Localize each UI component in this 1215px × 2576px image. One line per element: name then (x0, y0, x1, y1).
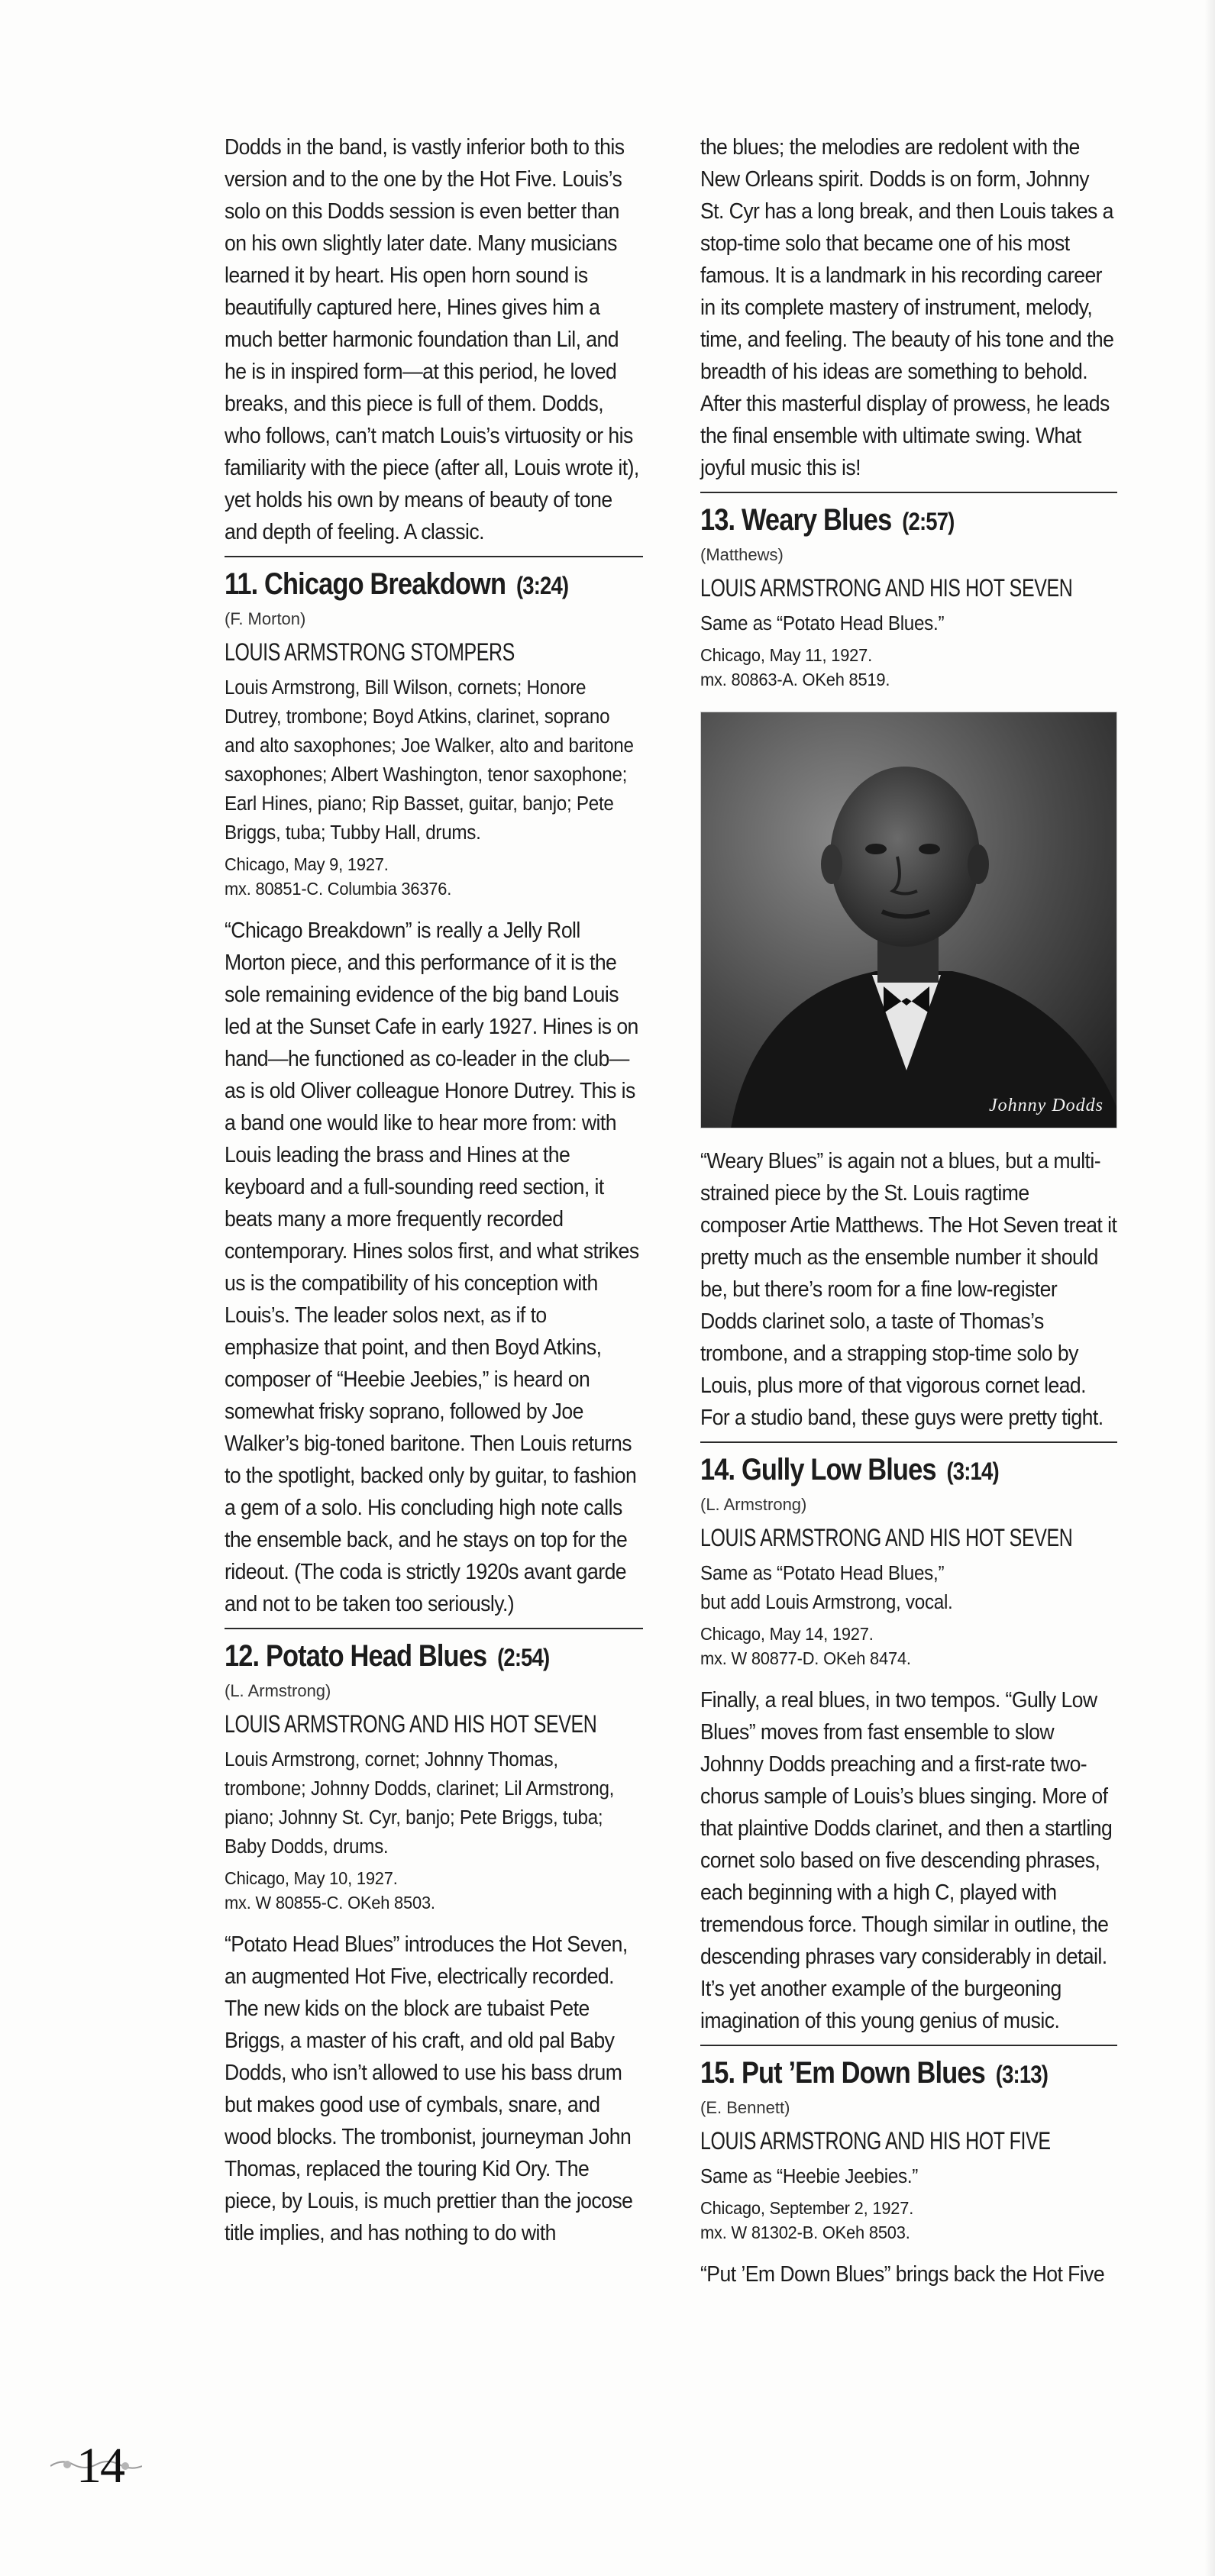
divider-rule (225, 556, 643, 557)
track-duration: (3:14) (946, 1457, 999, 1485)
band-name: LOUIS ARMSTRONG AND HIS HOT SEVEN (700, 1524, 1073, 1551)
track-notes: Finally, a real blues, in two tempos. “Gully Low Blues” moves from fast ensemble to slow Johnny Dodds preaching and a first-rate two-chorus sample of Louis’s blues singing. More of that plaintive Dodds clarinet, and then a startling cornet solo based on five descending phrases, each beginning with a high C, played with tremendous force. Though similar in outline, the descending phrases vary considerably in detail. It’s yet another example of the burgeoning imagination of this young genius of music. (700, 1688, 1113, 2033)
divider-rule (700, 1441, 1117, 1443)
session-info (225, 1866, 622, 1915)
track-title: 15. Put ’Em Down Blues (700, 2056, 985, 2090)
track-notes: “Weary Blues” is again not a blues, but a multi-strained piece by the St. Louis ragtime composer Artie Matthews. The Hot Seven treat it pretty much as the ensemble number it should be, but there’s room for a fine low-register Dodds clarinet solo, a taste of Thomas’s trombone, and a strapping stop-time solo by Louis, plus more of that vigorous cornet lead. For a studio band, these guys were pretty tight. (700, 1149, 1117, 1430)
track-14-heading (700, 1451, 1059, 1490)
page-edge-shadow (1204, 0, 1215, 2576)
track-composer: (L. Armstrong) (225, 1681, 331, 1700)
portrait-photo (700, 712, 1117, 1128)
band-name: LOUIS ARMSTRONG STOMPERS (225, 638, 515, 666)
personnel: Louis Armstrong, cornet; Johnny Thomas, trombone; Johnny Dodds, clarinet; Lil Armstrong, piano; Johnny St. Cyr, banjo; Pete Briggs, tuba; Baby Dodds, drums. (225, 1749, 615, 1858)
band-name: LOUIS ARMSTRONG AND HIS HOT FIVE (700, 2127, 1051, 2155)
track-notes: “Chicago Breakdown” is really a Jelly Roll Morton piece, and this performance of it is the sole remaining evidence of the big band Louis led at the Sunset Cafe in early 1927. Hines is on hand—he functioned as co-leader in the club—as is old Oliver colleague Honore Dutrey. This is a band one would like to hear more from: with Louis leading the brass and Hines at the keyboard and a full-sounding reed section, it beats many a more frequently recorded contemporary. Hines solos first, and what strikes us is the compatibility of his conception with Louis’s. The leader solos next, as if to emphasize that point, and then Boyd Atkins, composer of “Heebie Jeebies,” is heard on somewhat frisky soprano, followed by Joe Walker’s big-toned baritone. Then Louis returns to the spotlight, backed only by guitar, to fashion a gem of a solo. His concluding high note calls the ensemble back, and he stays on top for the rideout. (The coda is strictly 1920s avant garde and not to be taken too seriously.) (225, 918, 639, 1616)
page-number: 14 (76, 2438, 124, 2494)
session-info (700, 2196, 1097, 2245)
track-duration: (2:54) (497, 1644, 550, 1671)
session-info (700, 1622, 1097, 1671)
session-date: Chicago, September 2, 1927. (700, 2198, 914, 2218)
track-composer: (F. Morton) (225, 609, 306, 628)
track-duration: (3:24) (515, 572, 569, 599)
personnel-line: Same as “Potato Head Blues,” (700, 1563, 945, 1584)
track-notes: “Put ’Em Down Blues” brings back the Hot Five (700, 2262, 1105, 2287)
band-name: LOUIS ARMSTRONG AND HIS HOT SEVEN (700, 574, 1073, 602)
personnel-line: but add Louis Armstrong, vocal. (700, 1592, 953, 1613)
session-info (700, 643, 1097, 692)
personnel: Louis Armstrong, Bill Wilson, cornets; Honore Dutrey, trombone; Boyd Atkins, clarinet, soprano and alto saxophones; Joe Walker, alto and baritone saxophones; Albert Washington, tenor saxophone; Earl Hines, piano; Rip Basset, guitar, banjo; Pete Briggs, tuba; Tubby Hall, drums. (225, 677, 634, 844)
personnel: Same as “Heebie Jeebies.” (700, 2166, 919, 2187)
portrait-image (700, 712, 1117, 1128)
session-info (225, 852, 622, 901)
track-composer: (E. Bennett) (700, 2098, 790, 2117)
track-notes: “Potato Head Blues” introduces the Hot Seven, an augmented Hot Five, electrically recorded. The new kids on the block are tubaist Pete Briggs, a master of his craft, and old pal Baby Dodds, who isn’t allowed to use his bass drum but makes good use of cymbals, snare, and wood blocks. The trombonist, journeyman John Thomas, replaced the touring Kid Ory. The piece, by Louis, is much prettier than the jocose title implies, and has nothing to do with (225, 1932, 633, 2245)
intro-paragraph: Dodds in the band, is vastly inferior both to this version and to the one by the Hot Five. Louis’s solo on this Dodds session is even better than on his own slightly later date. Many musicians learned it by heart. His open horn sound is beautifully captured here, Hines gives him a much better harmonic foundation than Lil, and he is in inspired form—at this period, he loved breaks, and this piece is full of them. Dodds, who follows, can’t match Louis’s virtuosity or his familiarity with the piece (after all, Louis wrote it), yet holds his own by means of beauty of tone and depth of feeling. A classic. (225, 135, 639, 544)
left-column (225, 131, 643, 2249)
matrix-number: mx. W 81302-B. OKeh 8503. (700, 2223, 910, 2242)
continuation-paragraph: the blues; the melodies are redolent with the New Orleans spirit. Dodds is on form, Johnny St. Cyr has a long break, and then Louis takes a stop-time solo that became one of his most famous. It is a landmark in his recording career in its complete mastery of instrument, melody, time, and feeling. The beauty of his tone and the breadth of his ideas are something to behold. After this masterful display of prowess, he leads the final ensemble with ultimate swing. What joyful music this is! (700, 135, 1114, 480)
track-composer: (L. Armstrong) (700, 1495, 807, 1514)
personnel: Same as “Potato Head Blues.” (700, 613, 945, 634)
divider-rule (700, 2045, 1117, 2046)
matrix-number: mx. 80851-C. Columbia 36376. (225, 879, 452, 899)
track-15-heading (700, 2054, 1059, 2093)
band-name: LOUIS ARMSTRONG AND HIS HOT SEVEN (225, 1710, 597, 1738)
track-title: 13. Weary Blues (700, 503, 892, 537)
photo-caption: Johnny Dodds (989, 1096, 1104, 1115)
track-13-heading (700, 501, 1059, 541)
matrix-number: mx. 80863-A. OKeh 8519. (700, 670, 890, 689)
track-11-heading (225, 565, 584, 605)
track-title: 11. Chicago Breakdown (225, 567, 506, 601)
session-date: Chicago, May 9, 1927. (225, 854, 389, 874)
track-duration: (3:13) (995, 2061, 1049, 2088)
matrix-number: mx. W 80877-D. OKeh 8474. (700, 1648, 911, 1668)
track-title: 12. Potato Head Blues (225, 1639, 487, 1673)
personnel (700, 1559, 1116, 1617)
divider-rule (225, 1628, 643, 1629)
session-date: Chicago, May 10, 1927. (225, 1868, 398, 1888)
matrix-number: mx. W 80855-C. OKeh 8503. (225, 1893, 435, 1913)
track-title: 14. Gully Low Blues (700, 1453, 936, 1487)
session-date: Chicago, May 11, 1927. (700, 645, 872, 665)
session-date: Chicago, May 14, 1927. (700, 1624, 874, 1644)
track-duration: (2:57) (902, 508, 955, 535)
right-column (700, 131, 1117, 2290)
track-12-heading (225, 1637, 584, 1677)
track-composer: (Matthews) (700, 545, 784, 564)
divider-rule (700, 492, 1117, 493)
